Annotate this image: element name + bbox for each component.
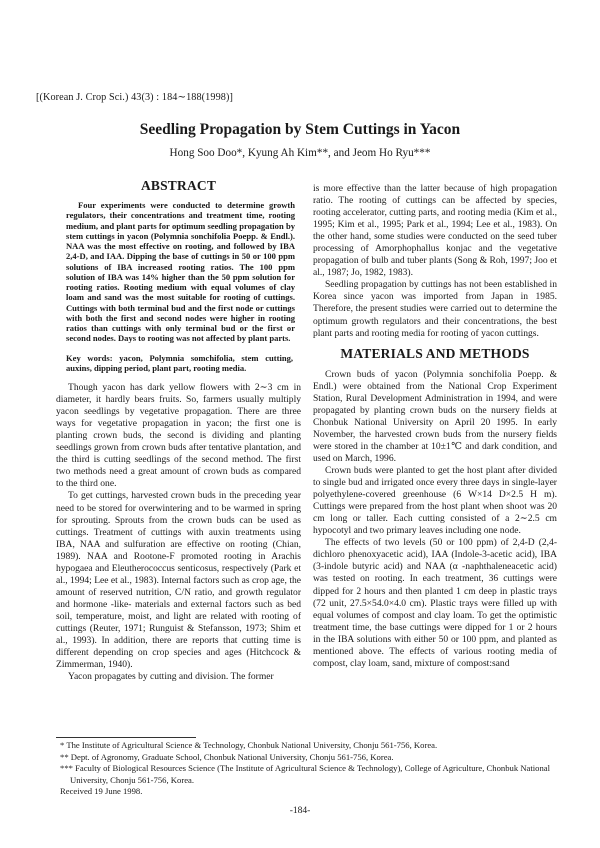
footnote-2: ** Dept. of Agronomy, Graduate School, Chonbuk National University, Chonju 561-756, Korea. bbox=[60, 751, 394, 762]
received-date: Received 19 June 1998. bbox=[60, 786, 143, 796]
methods-paragraph-1: Crown buds of yacon (Polymnia sonchifolia Poepp. & Endl.) were obtained from the National Crop Experiment Station, Rural Development Administration in 1994, and were propagated by planting crown buds on the nursery fields at Chonbuk National University on April 20 1995. In early November, the harvested crown buds from the nursery fields were stored in the chamber at 10±1℃ and dark condition, and used on March, 1996. bbox=[313, 368, 557, 464]
footnotes bbox=[60, 740, 570, 798]
left-column bbox=[56, 180, 301, 683]
keywords: Key words: yacon, Polymnia somchifolia, stem cutting, auxins, dipping period, plant part, rooting media. bbox=[66, 352, 293, 373]
paper-title: Seedling Propagation by Stem Cuttings in Yacon bbox=[139, 121, 461, 138]
author-list: Hong Soo Doo*, Kyung Ah Kim**, and Jeom Ho Ryu*** bbox=[169, 147, 431, 159]
right-column bbox=[313, 183, 557, 670]
footnote-divider bbox=[56, 737, 196, 738]
intro-paragraph-3: Yacon propagates by cutting and division. The former bbox=[68, 671, 274, 683]
abstract-heading: ABSTRACT bbox=[140, 178, 217, 193]
methods-heading: MATERIALS AND METHODS bbox=[340, 345, 530, 361]
footnote-3: *** Faculty of Biological Resources Science (The Institute of Agricultural Science & Technology), College of Agriculture, Chonbuk National University, Chonju 561-756, Korea. bbox=[60, 763, 551, 785]
journal-reference: [(Korean J. Crop Sci.) 43(3) : 184∼188(1998)] bbox=[36, 92, 233, 103]
methods-paragraph-2: Crown buds were planted to get the host plant after divided to single bud and irrigated once every three days in single-layer polyethylene-covered greenhouse (6 W×14 D×2.5 H m). Cuttings were prepared from the host plant when shoot was 20 cm long or taller. Each cutting consisted of a 2∼2.5 cm hypocotyl and two primary leaves including one node. bbox=[313, 465, 557, 537]
intro-paragraph-continued: is more effective than the latter because of high propagation ratio. The rooting of cuttings can be affected by species, rooting accelerator, cutting parts, and rooting media (Kim et al., 1995; Kim et al., 1995; Park et al., 1994; Lee et al., 1983). On the other hand, some studies were conducted on the seed tuber processing of Amorphophallus konjac and the vegetative propagation of bulb and tuber plants (Song & Roh, 1997; Joo et al., 1987; Jo, 1982, 1983). bbox=[313, 183, 557, 279]
methods-paragraph-3: The effects of two levels (50 or 100 ppm) of 2,4-D (2,4-dichloro phenoxyacetic acid), IAA (Indole-3-acetic acid), IBA (3-indole butyric acid) and NAA (α -naphthaleneacetic acid) was tested on rooting. In each treatment, 36 cuttings were dipped for 2 hours and then planted 1 cm deep in plastic trays (72 unit, 27.5×54.0×4.0 cm). Plastic trays were filled up with equal volumes of compost and clay loam. To get the optimistic treatment time, the base cuttings were dipped for 1 or 2 hours in the IBA solutions with either 50 or 100 ppm, and planted as mentioned above. The effects of various rooting media of compost, clay loam, sand, mixture of compost:sand bbox=[313, 537, 557, 669]
page-number: -184- bbox=[289, 806, 311, 816]
intro-paragraph-4: Seedling propagation by cuttings has not been established in Korea since yacon was imported from Japan in 1985. Therefore, the present studies were carried out to determine the optimum growth regulators and their concentrations, the best plant parts and rooting media for rooting of yacon cuttings. bbox=[313, 279, 557, 339]
footnote-1: * The Institute of Agricultural Science & Technology, Chonbuk National University, Chonju 561-756, Korea. bbox=[60, 740, 438, 750]
intro-paragraph-1: Though yacon has dark yellow flowers with 2∼3 cm in diameter, it hardly bears fruits. So, farmers usually multiply yacon seedlings by vegetative propagation. There are three ways for vegetative propagation in yacon; the first one is planting crown buds, the second is dividing and planting seedlings grown from crown buds after tentative plantation, and the third is cutting seedlings of the second method. The first two methods need a great amount of crown buds as compared to the third one. bbox=[56, 382, 301, 490]
intro-paragraph-2: To get cuttings, harvested crown buds in the preceding year need to be stored for overwintering and to be warmed in spring for sprouting. Sprouts from the crown buds can be used as cuttings. Treatment of cuttings with auxin treatments using IBA, NAA and sulfuration are effective on rooting (Chian, 1989). NAA and Rootone-F promoted rooting in Arachis hypogaea and Eleutherococcus senticosus, respectively (Park et al., 1994; Lee et al., 1983). Internal factors such as crop age, the amount of reserved nutrition, C/N ratio, and growth regulator and hormone -like- materials and external factors such as bed soil, temperature, moist, and light are related with rooting of cuttings (Reuter, 1971; Runguist & Stefansson, 1973; Shim et al., 1993). In addition, there are reports that cutting time is different depending on crop species and ages (Hitchcock & Zimmerman, 1940). bbox=[56, 490, 301, 671]
abstract-body: Four experiments were conducted to determine growth regulators, their concentrations and treatment time, rooting medium, and plant parts for optimum seedling propagation by stem cuttings in yacon (Polymnia sonchifolia Poepp. & Endl.). NAA was the most effective on rooting, and followed by IBA 2,4-D, and IAA. Dipping the base of cuttings in 50 or 100 ppm solutions of IBA increased rooting ratios. The 100 ppm solution of IBA was 14% higher than the 50 ppm solution for rooting ratios. Rooting medium with equal volumes of clay loam and sand was the most suitable for rooting of cuttings. Cuttings with both terminal bud and the first node or cuttings with both the first and second nodes were higher in rooting ratios than cuttings with only terminal bud or the first or second nodes. Days to rooting was not affected by plant parts. bbox=[66, 200, 295, 344]
